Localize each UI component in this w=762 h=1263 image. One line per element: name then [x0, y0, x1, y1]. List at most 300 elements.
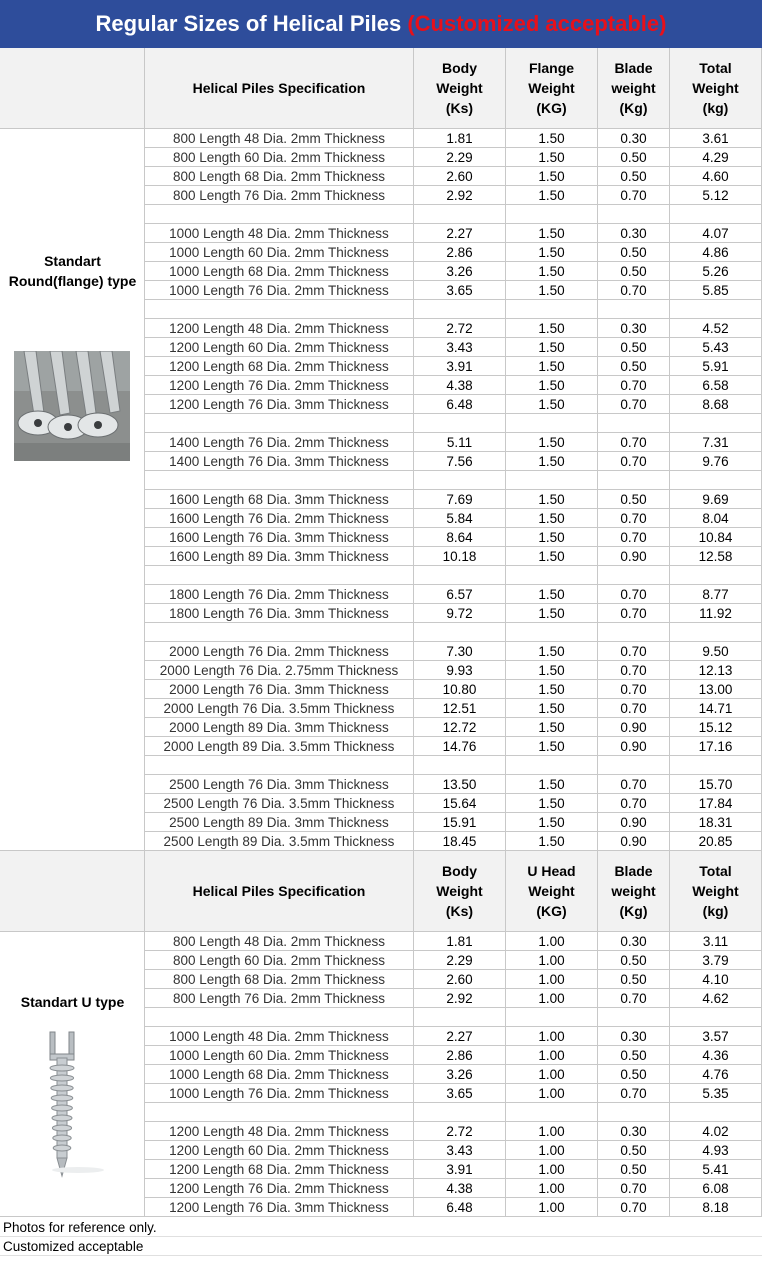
spacer-row [0, 1008, 762, 1027]
spec-cell: 1200 Length 76 Dia. 3mm Thickness [145, 1198, 414, 1217]
value-cell: 17.16 [670, 737, 762, 756]
table-row [0, 319, 762, 338]
value-cell: 2.60 [414, 970, 506, 989]
value-cell [506, 623, 598, 642]
value-cell: 0.70 [598, 775, 670, 794]
table-row [0, 680, 762, 699]
table-row [0, 528, 762, 547]
table-row [0, 585, 762, 604]
value-cell: 1.50 [506, 604, 598, 623]
value-cell: 10.18 [414, 547, 506, 566]
spec-cell: 2000 Length 89 Dia. 3.5mm Thickness [145, 737, 414, 756]
value-cell: 3.91 [414, 1160, 506, 1179]
value-cell [506, 1008, 598, 1027]
column-header-label: Helical Piles Specification [192, 883, 366, 899]
value-cell: 0.30 [598, 319, 670, 338]
value-cell: 4.07 [670, 224, 762, 243]
spec-cell: 1000 Length 76 Dia. 2mm Thickness [145, 281, 414, 300]
value-cell: 1.50 [506, 395, 598, 414]
value-cell: 8.64 [414, 528, 506, 547]
table-row [0, 357, 762, 376]
value-cell: 3.11 [670, 932, 762, 951]
table-row [0, 951, 762, 970]
value-cell [598, 1008, 670, 1027]
spec-cell: 1800 Length 76 Dia. 3mm Thickness [145, 604, 414, 623]
value-cell: 0.30 [598, 129, 670, 148]
column-header [145, 48, 414, 129]
value-cell: 1.50 [506, 699, 598, 718]
value-cell [414, 1008, 506, 1027]
value-cell: 0.50 [598, 1141, 670, 1160]
value-cell: 10.80 [414, 680, 506, 699]
value-cell: 1.00 [506, 970, 598, 989]
table-row [0, 699, 762, 718]
table-row [0, 604, 762, 623]
spec-cell: 800 Length 68 Dia. 2mm Thickness [145, 970, 414, 989]
spec-cell: 2000 Length 76 Dia. 2.75mm Thickness [145, 661, 414, 680]
spec-cell: 1000 Length 48 Dia. 2mm Thickness [145, 1027, 414, 1046]
table-row [0, 148, 762, 167]
spec-cell: 1000 Length 60 Dia. 2mm Thickness [145, 243, 414, 262]
column-header [598, 48, 670, 129]
spec-cell [145, 1103, 414, 1122]
value-cell: 9.93 [414, 661, 506, 680]
value-cell [670, 300, 762, 319]
value-cell: 1.00 [506, 1179, 598, 1198]
value-cell: 0.70 [598, 433, 670, 452]
spec-cell: 800 Length 60 Dia. 2mm Thickness [145, 951, 414, 970]
table-row [0, 167, 762, 186]
value-cell [670, 756, 762, 775]
spec-cell: 1200 Length 48 Dia. 2mm Thickness [145, 319, 414, 338]
value-cell [414, 205, 506, 224]
value-cell: 0.50 [598, 262, 670, 281]
value-cell [598, 300, 670, 319]
value-cell: 1.00 [506, 951, 598, 970]
value-cell: 1.50 [506, 642, 598, 661]
value-cell: 4.93 [670, 1141, 762, 1160]
table-row [0, 186, 762, 205]
value-cell: 1.50 [506, 832, 598, 851]
spec-cell: 2000 Length 76 Dia. 2mm Thickness [145, 642, 414, 661]
value-cell: 0.70 [598, 376, 670, 395]
value-cell: 6.58 [670, 376, 762, 395]
value-cell: 1.00 [506, 1141, 598, 1160]
value-cell: 3.57 [670, 1027, 762, 1046]
value-cell: 18.45 [414, 832, 506, 851]
value-cell: 5.26 [670, 262, 762, 281]
column-header [506, 48, 598, 129]
value-cell: 1.50 [506, 243, 598, 262]
value-cell: 1.50 [506, 186, 598, 205]
spec-cell: 800 Length 76 Dia. 2mm Thickness [145, 989, 414, 1008]
value-cell: 0.90 [598, 718, 670, 737]
value-cell: 1.50 [506, 794, 598, 813]
value-cell: 1.50 [506, 547, 598, 566]
table-row [0, 737, 762, 756]
spacer-row [0, 471, 762, 490]
value-cell: 7.30 [414, 642, 506, 661]
spec-cell: 2000 Length 76 Dia. 3.5mm Thickness [145, 699, 414, 718]
value-cell: 0.50 [598, 490, 670, 509]
spec-cell: 1200 Length 76 Dia. 2mm Thickness [145, 376, 414, 395]
column-header-label: Blade weight (Kg) [611, 60, 656, 116]
value-cell: 0.30 [598, 932, 670, 951]
value-cell: 1.50 [506, 357, 598, 376]
value-cell: 1.00 [506, 1198, 598, 1217]
value-cell: 1.50 [506, 490, 598, 509]
value-cell: 1.50 [506, 718, 598, 737]
value-cell: 4.60 [670, 167, 762, 186]
table-row [0, 129, 762, 148]
value-cell: 1.00 [506, 932, 598, 951]
value-cell: 13.00 [670, 680, 762, 699]
spec-cell: 2000 Length 76 Dia. 3mm Thickness [145, 680, 414, 699]
value-cell: 5.11 [414, 433, 506, 452]
spec-cell: 800 Length 48 Dia. 2mm Thickness [145, 129, 414, 148]
value-cell: 6.57 [414, 585, 506, 604]
table-row [0, 989, 762, 1008]
table-row [0, 395, 762, 414]
spec-cell: 1000 Length 48 Dia. 2mm Thickness [145, 224, 414, 243]
value-cell: 7.31 [670, 433, 762, 452]
value-cell: 0.50 [598, 338, 670, 357]
value-cell: 1.50 [506, 338, 598, 357]
spec-cell: 800 Length 60 Dia. 2mm Thickness [145, 148, 414, 167]
value-cell: 2.86 [414, 243, 506, 262]
value-cell: 1.50 [506, 319, 598, 338]
value-cell [506, 414, 598, 433]
value-cell: 0.70 [598, 1198, 670, 1217]
value-cell: 1.50 [506, 281, 598, 300]
value-cell: 12.51 [414, 699, 506, 718]
value-cell: 14.76 [414, 737, 506, 756]
value-cell: 3.26 [414, 1065, 506, 1084]
value-cell: 0.50 [598, 167, 670, 186]
value-cell [506, 300, 598, 319]
value-cell: 0.30 [598, 1027, 670, 1046]
value-cell: 3.79 [670, 951, 762, 970]
title-bar [0, 0, 762, 48]
value-cell: 12.13 [670, 661, 762, 680]
column-header [598, 851, 670, 932]
value-cell: 8.18 [670, 1198, 762, 1217]
value-cell: 1.00 [506, 1027, 598, 1046]
table-row [0, 262, 762, 281]
column-header [670, 48, 762, 129]
table-row [0, 1122, 762, 1141]
column-header [145, 851, 414, 932]
spec-cell: 1200 Length 76 Dia. 3mm Thickness [145, 395, 414, 414]
value-cell: 5.41 [670, 1160, 762, 1179]
value-cell: 0.70 [598, 281, 670, 300]
value-cell: 0.50 [598, 951, 670, 970]
footnote-divider [0, 1255, 762, 1256]
value-cell: 0.70 [598, 585, 670, 604]
value-cell: 12.72 [414, 718, 506, 737]
value-cell: 0.70 [598, 699, 670, 718]
table-row [0, 433, 762, 452]
value-cell [598, 1103, 670, 1122]
value-cell: 2.72 [414, 1122, 506, 1141]
spec-cell: 1800 Length 76 Dia. 2mm Thickness [145, 585, 414, 604]
table-row [0, 813, 762, 832]
value-cell: 9.72 [414, 604, 506, 623]
value-cell: 3.91 [414, 357, 506, 376]
spec-cell: 1600 Length 68 Dia. 3mm Thickness [145, 490, 414, 509]
spec-cell: 2500 Length 89 Dia. 3mm Thickness [145, 813, 414, 832]
value-cell: 1.00 [506, 1084, 598, 1103]
table-row [0, 281, 762, 300]
value-cell: 0.70 [598, 395, 670, 414]
spec-cell: 1400 Length 76 Dia. 3mm Thickness [145, 452, 414, 471]
value-cell: 9.76 [670, 452, 762, 471]
spec-cell [145, 566, 414, 585]
value-cell: 5.12 [670, 186, 762, 205]
value-cell: 1.81 [414, 932, 506, 951]
spec-cell: 800 Length 68 Dia. 2mm Thickness [145, 167, 414, 186]
value-cell: 2.92 [414, 186, 506, 205]
value-cell: 5.85 [670, 281, 762, 300]
value-cell [598, 566, 670, 585]
value-cell: 0.50 [598, 970, 670, 989]
value-cell: 5.43 [670, 338, 762, 357]
value-cell: 3.26 [414, 262, 506, 281]
value-cell [506, 756, 598, 775]
value-cell: 4.29 [670, 148, 762, 167]
table-row [0, 661, 762, 680]
spec-cell [145, 756, 414, 775]
value-cell [414, 756, 506, 775]
footnote-divider [0, 1236, 762, 1237]
value-cell: 2.29 [414, 148, 506, 167]
value-cell: 4.62 [670, 989, 762, 1008]
value-cell: 1.50 [506, 262, 598, 281]
value-cell [414, 566, 506, 585]
value-cell: 4.10 [670, 970, 762, 989]
value-cell [598, 414, 670, 433]
value-cell: 1.50 [506, 585, 598, 604]
value-cell: 0.70 [598, 528, 670, 547]
header-blank-cell [0, 851, 145, 932]
value-cell: 4.38 [414, 376, 506, 395]
value-cell: 2.27 [414, 224, 506, 243]
value-cell: 0.50 [598, 1160, 670, 1179]
value-cell [414, 414, 506, 433]
value-cell: 2.60 [414, 167, 506, 186]
value-cell: 0.70 [598, 989, 670, 1008]
value-cell: 1.50 [506, 661, 598, 680]
column-header-label: Total Weight (kg) [692, 863, 739, 919]
value-cell: 15.12 [670, 718, 762, 737]
spec-cell [145, 300, 414, 319]
spec-cell: 1000 Length 76 Dia. 2mm Thickness [145, 1084, 414, 1103]
value-cell: 0.70 [598, 680, 670, 699]
header-row [0, 851, 762, 932]
value-cell: 0.50 [598, 357, 670, 376]
table-row [0, 794, 762, 813]
table-row [0, 1046, 762, 1065]
value-cell: 3.65 [414, 1084, 506, 1103]
value-cell: 6.48 [414, 395, 506, 414]
value-cell: 3.65 [414, 281, 506, 300]
value-cell: 0.70 [598, 661, 670, 680]
value-cell [414, 471, 506, 490]
value-cell: 6.48 [414, 1198, 506, 1217]
spacer-row [0, 1103, 762, 1122]
header-blank-cell [0, 48, 145, 129]
value-cell: 0.50 [598, 1065, 670, 1084]
value-cell: 1.50 [506, 680, 598, 699]
value-cell: 0.90 [598, 832, 670, 851]
value-cell: 1.50 [506, 224, 598, 243]
value-cell: 4.38 [414, 1179, 506, 1198]
header-row [0, 48, 762, 129]
table-row [0, 509, 762, 528]
value-cell: 1.50 [506, 433, 598, 452]
value-cell: 15.64 [414, 794, 506, 813]
value-cell [598, 205, 670, 224]
value-cell: 1.00 [506, 989, 598, 1008]
value-cell: 2.27 [414, 1027, 506, 1046]
value-cell: 0.70 [598, 186, 670, 205]
spacer-row [0, 300, 762, 319]
spec-cell: 1600 Length 76 Dia. 3mm Thickness [145, 528, 414, 547]
value-cell: 0.90 [598, 737, 670, 756]
spacer-row [0, 623, 762, 642]
value-cell: 1.50 [506, 509, 598, 528]
spec-cell: 1200 Length 68 Dia. 2mm Thickness [145, 1160, 414, 1179]
value-cell [670, 1008, 762, 1027]
value-cell: 3.43 [414, 1141, 506, 1160]
table-row [0, 490, 762, 509]
spec-cell: 1200 Length 48 Dia. 2mm Thickness [145, 1122, 414, 1141]
value-cell: 0.70 [598, 642, 670, 661]
value-cell: 5.84 [414, 509, 506, 528]
table-row [0, 1179, 762, 1198]
value-cell: 20.85 [670, 832, 762, 851]
column-header-label: Body Weight (Ks) [436, 60, 483, 116]
value-cell [598, 471, 670, 490]
table-row [0, 1160, 762, 1179]
value-cell: 2.86 [414, 1046, 506, 1065]
spec-cell: 1200 Length 60 Dia. 2mm Thickness [145, 1141, 414, 1160]
spec-cell: 800 Length 48 Dia. 2mm Thickness [145, 932, 414, 951]
value-cell: 1.50 [506, 452, 598, 471]
column-header-label: Helical Piles Specification [192, 80, 366, 96]
value-cell [414, 300, 506, 319]
value-cell: 0.90 [598, 547, 670, 566]
value-cell: 13.50 [414, 775, 506, 794]
value-cell: 2.29 [414, 951, 506, 970]
column-header-label: Body Weight (Ks) [436, 863, 483, 919]
value-cell [414, 623, 506, 642]
spec-cell [145, 471, 414, 490]
value-cell: 1.50 [506, 528, 598, 547]
value-cell: 1.50 [506, 376, 598, 395]
spec-cell: 2500 Length 76 Dia. 3.5mm Thickness [145, 794, 414, 813]
spec-cell [145, 414, 414, 433]
value-cell: 2.72 [414, 319, 506, 338]
value-cell: 0.70 [598, 1179, 670, 1198]
table-row [0, 1198, 762, 1217]
value-cell: 4.02 [670, 1122, 762, 1141]
value-cell: 0.70 [598, 509, 670, 528]
table-row [0, 832, 762, 851]
value-cell: 1.50 [506, 813, 598, 832]
column-header [670, 851, 762, 932]
value-cell: 5.35 [670, 1084, 762, 1103]
value-cell: 7.69 [414, 490, 506, 509]
spec-cell [145, 205, 414, 224]
value-cell: 0.70 [598, 452, 670, 471]
value-cell [670, 205, 762, 224]
value-cell: 1.50 [506, 129, 598, 148]
table-row [0, 338, 762, 357]
value-cell: 1.81 [414, 129, 506, 148]
value-cell [670, 623, 762, 642]
table-row [0, 718, 762, 737]
spec-cell: 1600 Length 89 Dia. 3mm Thickness [145, 547, 414, 566]
spec-cell [145, 1008, 414, 1027]
column-header-label: U Head Weight (KG) [527, 863, 576, 919]
column-header-label: Flange Weight (KG) [528, 60, 575, 116]
value-cell: 1.50 [506, 167, 598, 186]
table-row [0, 970, 762, 989]
value-cell: 0.30 [598, 1122, 670, 1141]
value-cell: 6.08 [670, 1179, 762, 1198]
value-cell [506, 1103, 598, 1122]
value-cell: 9.69 [670, 490, 762, 509]
spec-cell: 2500 Length 76 Dia. 3mm Thickness [145, 775, 414, 794]
value-cell: 1.00 [506, 1065, 598, 1084]
value-cell: 4.86 [670, 243, 762, 262]
column-header [414, 48, 506, 129]
value-cell: 11.92 [670, 604, 762, 623]
table-row [0, 547, 762, 566]
value-cell: 0.50 [598, 243, 670, 262]
value-cell [598, 623, 670, 642]
value-cell: 12.58 [670, 547, 762, 566]
value-cell [670, 1103, 762, 1122]
value-cell: 17.84 [670, 794, 762, 813]
spec-cell: 1200 Length 68 Dia. 2mm Thickness [145, 357, 414, 376]
value-cell: 8.68 [670, 395, 762, 414]
spec-cell [145, 623, 414, 642]
value-cell: 8.77 [670, 585, 762, 604]
spec-cell: 1400 Length 76 Dia. 2mm Thickness [145, 433, 414, 452]
value-cell: 2.92 [414, 989, 506, 1008]
value-cell: 0.70 [598, 1084, 670, 1103]
value-cell: 15.91 [414, 813, 506, 832]
spec-cell: 1200 Length 76 Dia. 2mm Thickness [145, 1179, 414, 1198]
value-cell: 3.43 [414, 338, 506, 357]
title-main: Regular Sizes of Helical Piles [95, 11, 408, 36]
spec-cell: 1000 Length 60 Dia. 2mm Thickness [145, 1046, 414, 1065]
spec-cell: 2000 Length 89 Dia. 3mm Thickness [145, 718, 414, 737]
value-cell: 10.84 [670, 528, 762, 547]
value-cell [506, 205, 598, 224]
value-cell [506, 471, 598, 490]
spacer-row [0, 414, 762, 433]
spec-cell: 1000 Length 68 Dia. 2mm Thickness [145, 262, 414, 281]
value-cell: 4.52 [670, 319, 762, 338]
spec-cell: 800 Length 76 Dia. 2mm Thickness [145, 186, 414, 205]
value-cell: 7.56 [414, 452, 506, 471]
column-header [414, 851, 506, 932]
section-label: Standart U type [20, 994, 125, 1010]
value-cell: 5.91 [670, 357, 762, 376]
